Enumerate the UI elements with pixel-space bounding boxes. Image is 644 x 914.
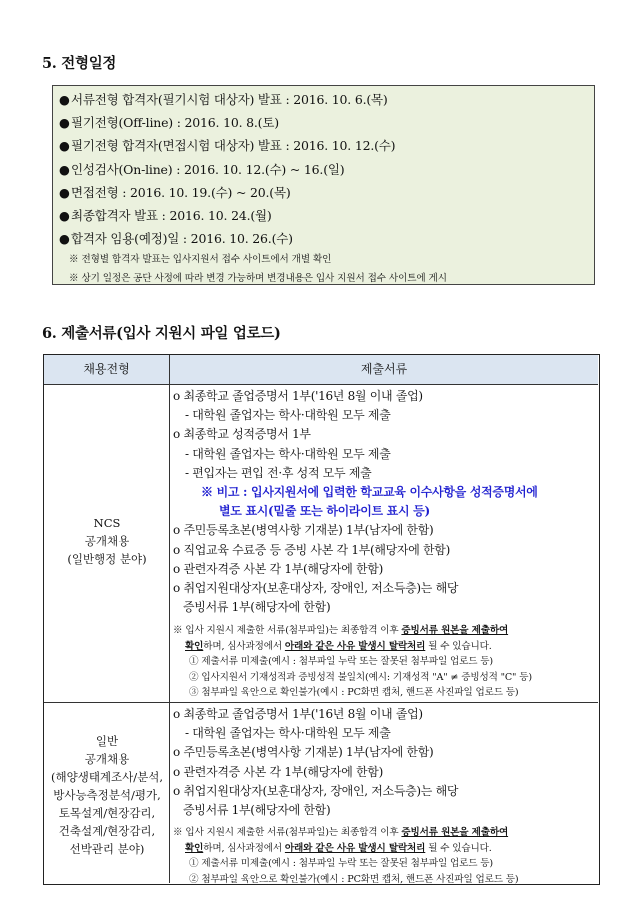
header-type: 채용전형 — [44, 355, 170, 384]
notice-line — [173, 639, 598, 655]
remark-line: 별도 표시(밑줄 또는 하이라이트 표시 등) — [219, 504, 430, 519]
doc-item: o 관련자격증 사본 각 1부(해당자에 한함) — [173, 561, 383, 576]
label-line: 일반 — [95, 734, 119, 748]
schedule-item — [59, 134, 594, 157]
doc-item: o 최종학교 졸업증명서 1부('16년 8월 이내 졸업) — [173, 389, 423, 403]
notice-sub-item: ② 입사지원서 기재성적과 증빙성적 불일치(예시: 기재성적 "A" ≠ 증빙성적 "C" 등) — [189, 671, 532, 683]
notice-emphasis: 아래와 같은 사유 발생시 탈락처리 — [284, 640, 426, 652]
schedule-item-text: 필기전형(Off-line) : 2016. 10. 8.(토) — [71, 115, 279, 131]
row-label — [44, 514, 170, 568]
notice-text: ※ 입사 지원시 제출한 서류(첨부파일)는 최종합격 이후 — [173, 625, 402, 637]
documents-table — [43, 354, 600, 885]
doc-item: o 취업지원대상자(보훈대상자, 장애인, 저소득층)는 해당 — [173, 581, 459, 596]
label-line: 공개채용 — [84, 752, 130, 766]
doc-item: o 주민등록초본(병역사항 기재분) 1부(남자에 한함) — [173, 523, 434, 538]
schedule-item-text: 필기전형 합격자(면접시험 대상자) 발표 : 2016. 10. 12.(수) — [71, 138, 396, 154]
doc-sub-item: - 대학원 졸업자는 학사·대학원 모두 제출 — [185, 408, 391, 423]
doc-item: o 관련자격증 사본 각 1부(해당자에 한함) — [173, 764, 383, 779]
schedule-note: ※ 전형별 합격자 발표는 입사지원서 접수 사이트에서 개별 확인 — [69, 254, 332, 266]
notice-text: 하며, 심사과정에서 — [203, 842, 285, 854]
notice-text: 하며, 심사과정에서 — [203, 640, 285, 652]
schedule-item-text: 최종합격자 발표 : 2016. 10. 24.(월) — [71, 208, 272, 224]
notice-text: ※ 입사 지원시 제출한 서류(첨부파일)는 최종합격 이후 — [173, 827, 402, 839]
schedule-box — [52, 85, 595, 285]
bullet-icon: ● — [59, 92, 70, 107]
label-line: 선박관리 분야) — [69, 842, 145, 856]
row-content-cell — [170, 384, 598, 702]
schedule-note: ※ 상기 일정은 공단 사정에 따라 변경 가능하며 변경내용은 입사 지원서 접수 사이트에 게시 — [69, 273, 447, 285]
header-documents: 제출서류 — [360, 362, 408, 376]
section-5-heading: 5. 전형일정 — [42, 55, 117, 72]
schedule-item-text: 서류전형 합격자(필기시험 대상자) 발표 : 2016. 10. 6.(목) — [71, 92, 388, 107]
doc-sub-item: - 대학원 졸업자는 학사·대학원 모두 제출 — [185, 446, 391, 461]
schedule-item — [59, 227, 594, 250]
bullet-icon: ● — [59, 115, 70, 131]
label-line: 토목설계/현장감리, — [58, 806, 156, 820]
notice-emphasis: 확인 — [185, 842, 204, 854]
notice-sub-item: ② 첨부파일 육안으로 확인불가(예시 : PC화면 캡처, 핸드폰 사진파일 업로드 등) — [189, 873, 519, 885]
label-line: NCS — [93, 516, 121, 530]
schedule-item-text: 인성검사(On-line) : 2016. 10. 12.(수) ~ 16.(일) — [71, 161, 345, 177]
row-label-cell — [44, 702, 170, 883]
schedule-item — [59, 158, 594, 181]
notice-text: 될 수 있습니다. — [425, 640, 492, 652]
notice-emphasis: 아래와 같은 사유 발생시 탈락처리 — [284, 842, 426, 854]
notice-line — [173, 825, 598, 841]
notice-emphasis: 증빙서류 원본을 제출하여 — [401, 625, 509, 637]
bullet-icon: ● — [59, 208, 70, 224]
row-label — [44, 732, 170, 858]
label-line: 건축설계/현장감리, — [58, 824, 156, 838]
notice-line — [173, 623, 598, 639]
doc-item: o 취업지원대상자(보훈대상자, 장애인, 저소득층)는 해당 — [173, 783, 459, 798]
table-header-row — [44, 355, 598, 385]
doc-item: o 직업교육 수료증 등 증빙 사본 각 1부(해당자에 한함) — [173, 542, 450, 557]
doc-sub-item: - 대학원 졸업자는 학사·대학원 모두 제출 — [185, 726, 391, 741]
row-content-cell — [170, 702, 598, 883]
bullet-icon: ● — [59, 161, 70, 177]
schedule-item — [59, 88, 594, 111]
row-label-cell — [44, 384, 170, 702]
label-line: 공개채용 — [84, 534, 130, 548]
table-row — [44, 702, 598, 883]
bullet-icon: ● — [59, 138, 70, 154]
notice-sub-item: ③ 첨부파일 육안으로 확인불가(예시 : PC화면 캡처, 핸드폰 사진파일 업로드 등) — [189, 687, 519, 699]
label-line: (일반행정 분야) — [67, 552, 147, 566]
schedule-item-text: 면접전형 : 2016. 10. 19.(수) ~ 20.(목) — [71, 184, 291, 200]
doc-item-continued: 증빙서류 1부(해당자에 한함) — [183, 600, 331, 615]
notice-emphasis: 증빙서류 원본을 제출하여 — [401, 827, 509, 839]
section-6-heading: 6. 제출서류(입사 지원시 파일 업로드) — [42, 325, 281, 342]
schedule-item — [59, 204, 594, 227]
remark-line: ※ 비고 : 입사지원서에 입력한 학교교육 이수사항을 성적증명서에 — [201, 485, 538, 500]
doc-item: o 주민등록초본(병역사항 기재분) 1부(남자에 한함) — [173, 745, 434, 760]
doc-item: o 최종학교 졸업증명서 1부('16년 8월 이내 졸업) — [173, 707, 423, 721]
doc-item: o 최종학교 성적증명서 1부 — [173, 427, 311, 442]
notice-text: 될 수 있습니다. — [425, 842, 492, 854]
notice-sub-item: ① 제출서류 미제출(예시 : 첨부파일 누락 또는 잘못된 첨부파일 업로드 등) — [189, 858, 493, 870]
label-line: 방사능측정분석/평가, — [53, 788, 161, 802]
notice-line — [173, 841, 598, 857]
table-row — [44, 384, 598, 703]
bullet-icon: ● — [59, 231, 70, 247]
doc-sub-item: - 편입자는 편입 전·후 성적 모두 제출 — [185, 465, 372, 480]
doc-item-continued: 증빙서류 1부(해당자에 한함) — [183, 803, 331, 818]
label-line: (해양생태계조사/분석, — [51, 770, 163, 784]
bullet-icon: ● — [59, 184, 70, 200]
notice-emphasis: 확인 — [185, 640, 204, 652]
schedule-item — [59, 181, 594, 204]
schedule-item-text: 합격자 임용(예정)일 : 2016. 10. 26.(수) — [71, 231, 293, 247]
notice-sub-item: ① 제출서류 미제출(예시 : 첨부파일 누락 또는 잘못된 첨부파일 업로드 등) — [189, 656, 493, 668]
schedule-item — [59, 111, 594, 134]
